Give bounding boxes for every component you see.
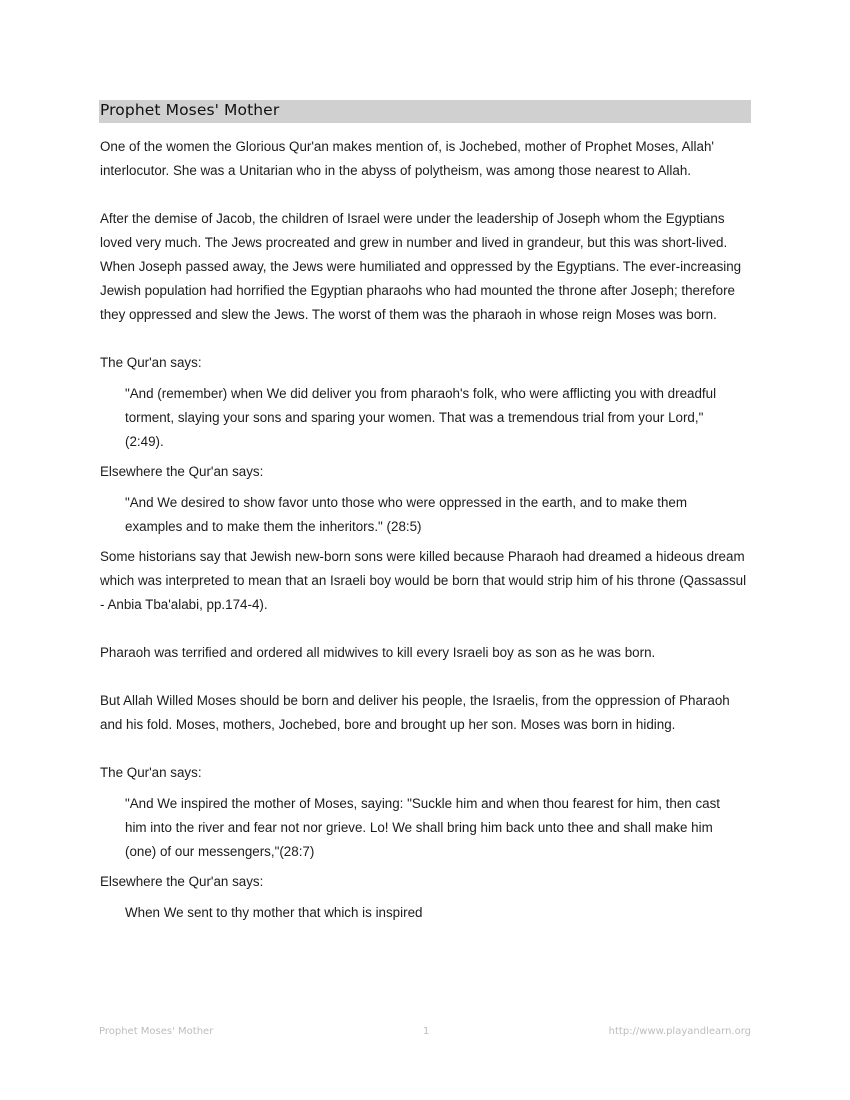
footer-url: http://www.playandlearn.org xyxy=(608,1026,751,1037)
quran-says-label: The Qur'an says: xyxy=(100,355,202,370)
paragraph-historians: Some historians say that Jewish new-born sons were killed because Pharaoh had dreamed a hideous dream which was interpreted to mean that an Israeli boy would be born that would strip him of his throne (Qassassul - Anbia Tba'alabi, pp.174-4). xyxy=(100,549,747,612)
quote-partial: When We sent to thy mother that which is inspired xyxy=(125,905,423,920)
quote-28-5: "And We desired to show favor unto those who were oppressed in the earth, and to make them examples and to make them the inheritors." (28:5) xyxy=(125,495,688,534)
quote-2-49: "And (remember) when We did deliver you from pharaoh's folk, who were afflicting you with dreadful torment, slaying your sons and sparing your women. That was a tremendous trial from your Lord," (2:49). xyxy=(125,386,717,449)
paragraph-history: After the demise of Jacob, the children of Israel were under the leadership of Joseph whom the Egyptians loved very much. The Jews procreated and grew in number and lived in grandeur, but this was short-lived. When Joseph passed away, the Jews were humiliated and oppressed by the Egyptians. The ever-increasing Jewish population had horrified the Egyptian pharaohs who had mounted the throne after Joseph; therefore they oppressed and slew the Jews. The worst of them was the pharaoh in whose reign Moses was born. xyxy=(100,211,742,322)
page-number: 1 xyxy=(423,1026,430,1037)
document-body xyxy=(100,135,752,925)
page-title: Prophet Moses' Mother xyxy=(100,101,280,119)
footer-title: Prophet Moses' Mother xyxy=(99,1026,214,1037)
paragraph-birth: But Allah Willed Moses should be born and deliver his people, the Israelis, from the oppression of Pharaoh and his fold. Moses, mothers, Jochebed, bore and brought up her son. Moses was born in hiding. xyxy=(100,693,730,732)
title-bar xyxy=(99,100,751,123)
elsewhere-label-2: Elsewhere the Qur'an says: xyxy=(100,874,264,889)
paragraph-intro: One of the women the Glorious Qur'an makes mention of, is Jochebed, mother of Prophet Moses, Allah' interlocutor. She was a Unitarian who in the abyss of polytheism, was among those nearest to Allah. xyxy=(100,139,714,178)
elsewhere-label: Elsewhere the Qur'an says: xyxy=(100,464,264,479)
quran-says-label-2: The Qur'an says: xyxy=(100,765,202,780)
page-footer xyxy=(99,1026,751,1040)
paragraph-pharaoh: Pharaoh was terrified and ordered all midwives to kill every Israeli boy as son as he was born. xyxy=(100,645,656,660)
quote-28-7: "And We inspired the mother of Moses, saying: "Suckle him and when thou fearest for him, then cast him into the river and fear not nor grieve. Lo! We shall bring him back unto thee and shall make him (one) of our messengers,"(28:7) xyxy=(125,796,721,859)
